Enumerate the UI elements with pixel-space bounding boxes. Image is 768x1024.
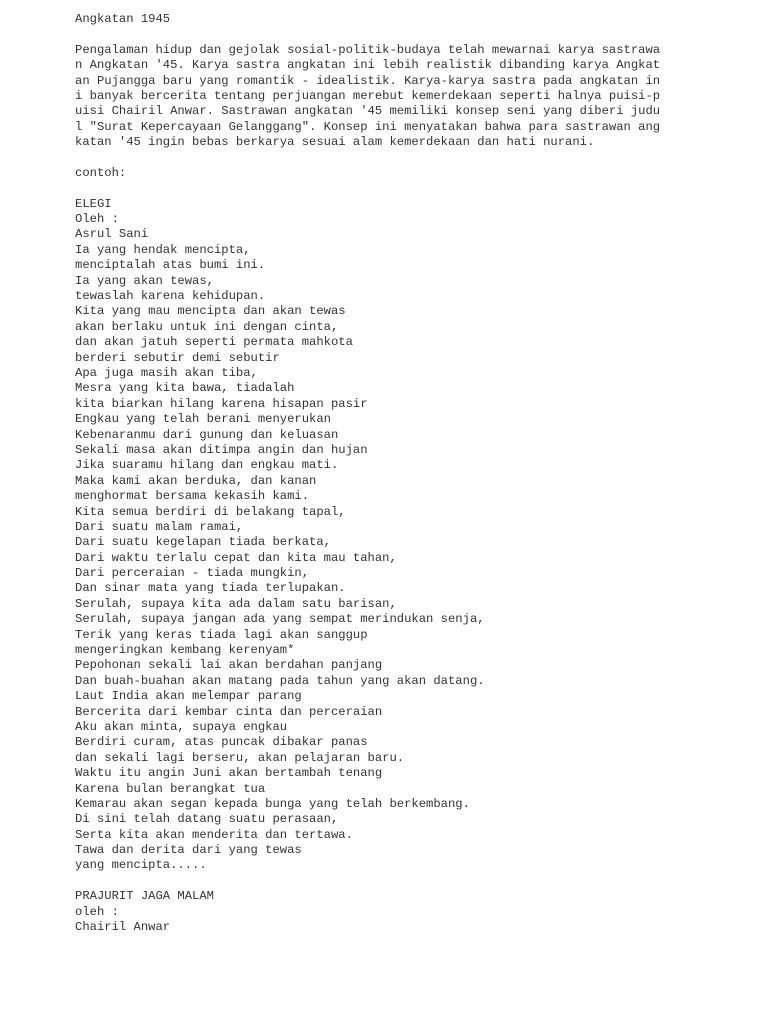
poem-line: Engkau yang telah berani menyerukan (75, 412, 331, 427)
poem-line: dan akan jatuh seperti permata mahkota (75, 335, 353, 350)
poem-line: akan berlaku untuk ini dengan cinta, (75, 319, 339, 334)
poem-line: Kemarau akan segan kepada bunga yang telah berkembang. (75, 796, 470, 811)
poem-line: menciptalah atas bumi ini. (75, 258, 266, 273)
poem-line: Serulah, supaya jangan ada yang sempat merindukan senja, (75, 612, 485, 627)
poem-line: dan sekali lagi berseru, akan pelajaran baru. (75, 750, 405, 765)
poem-line: Bercerita dari kembar cinta dan perceraian (75, 704, 383, 719)
poem-elegi (75, 197, 695, 874)
poem-line: Dan sinar mata yang tiada terlupakan. (75, 581, 346, 596)
poem-line: Kebenaranmu dari gunung dan keluasan (75, 427, 339, 442)
poem-line: kita biarkan hilang karena hisapan pasir (75, 396, 368, 411)
poem-line: Dari waktu terlalu cepat dan kita mau tahan, (75, 550, 397, 565)
spacer (75, 151, 695, 166)
poem-line: tewaslah karena kehidupan. (75, 289, 266, 304)
poem-line: mengeringkan kembang kerenyam* (75, 643, 295, 658)
poem-line: Di sini telah datang suatu perasaan, (75, 812, 339, 827)
intro-line: i banyak bercerita tentang perjuangan merebut kemerdekaan seperti halnya puisi-p (75, 88, 661, 103)
poem-line: Karena bulan berangkat tua (75, 781, 266, 796)
poem-author: Asrul Sani (75, 227, 149, 242)
document-title: Angkatan 1945 (75, 12, 171, 26)
intro-line: l "Surat Kepercayaan Gelanggang". Konsep ini menyatakan bahwa para sastrawan ang (75, 119, 661, 134)
poem-line: Serulah, supaya kita ada dalam satu barisan, (75, 596, 397, 611)
example-label: contoh: (75, 165, 127, 180)
intro-line: n Angkatan '45. Karya sastra angkatan ini lebih realistik dibanding karya Angkat (75, 58, 661, 73)
poem-author: Chairil Anwar (75, 920, 171, 935)
poem-line: Sekali masa akan ditimpa angin dan hujan (75, 442, 368, 457)
poem-line: Dari perceraian - tiada mungkin, (75, 566, 310, 581)
intro-line: an Pujangga baru yang romantik - idealistik. Karya-karya sastra pada angkatan in (75, 73, 661, 88)
poem-line: Ia yang hendak mencipta, (75, 242, 251, 257)
poem-line: Pepohonan sekali lai akan berdahan panjang (75, 658, 383, 673)
poem-title: ELEGI (75, 196, 112, 211)
poem-line: berderi sebutir demi sebutir (75, 350, 280, 365)
poem-line: Laut India akan melempar parang (75, 689, 302, 704)
poem-line: Dari suatu kegelapan tiada berkata, (75, 535, 331, 550)
poem-line: Berdiri curam, atas puncak dibakar panas (75, 735, 368, 750)
spacer (75, 27, 695, 42)
intro-line: katan '45 ingin bebas berkarya sesuai alam kemerdekaan dan hati nurani. (75, 135, 595, 150)
poem-line: Serta kita akan menderita dan tertawa. (75, 827, 353, 842)
poem-line: yang mencipta..... (75, 858, 207, 873)
poem-line: Terik yang keras tiada lagi akan sanggup (75, 627, 368, 642)
poem-line: Waktu itu angin Juni akan bertambah tenang (75, 766, 383, 781)
intro-line: Pengalaman hidup dan gejolak sosial-politik-budaya telah mewarnai karya sastrawa (75, 42, 661, 57)
poem-title: PRAJURIT JAGA MALAM (75, 889, 214, 904)
poem-by-label: oleh : (75, 904, 119, 919)
poem-line: Maka kami akan berduka, dan kanan (75, 473, 317, 488)
intro-line: uisi Chairil Anwar. Sastrawan angkatan '45 memiliki konsep seni yang diberi judu (75, 104, 661, 119)
intro-paragraph (75, 43, 695, 151)
poem-line: Ia yang akan tewas, (75, 273, 214, 288)
poem-line: Dan buah-buahan akan matang pada tahun yang akan datang. (75, 673, 485, 688)
poem-body (75, 243, 695, 874)
poem-line: Kita semua berdiri di belakang tapal, (75, 504, 346, 519)
poem-prajurit-jaga-malam (75, 889, 695, 935)
poem-line: Kita yang mau mencipta dan akan tewas (75, 304, 346, 319)
poem-line: Apa juga masih akan tiba, (75, 365, 258, 380)
document-page (75, 12, 695, 935)
poem-line: Dari suatu malam ramai, (75, 519, 244, 534)
poem-line: menghormat bersama kekasih kami. (75, 489, 310, 504)
poem-line: Aku akan minta, supaya engkau (75, 719, 288, 734)
poem-line: Mesra yang kita bawa, tiadalah (75, 381, 295, 396)
spacer (75, 181, 695, 196)
poem-line: Tawa dan derita dari yang tewas (75, 843, 302, 858)
spacer (75, 874, 695, 889)
poem-by-label: Oleh : (75, 212, 119, 227)
poem-line: Jika suaramu hilang dan engkau mati. (75, 458, 339, 473)
